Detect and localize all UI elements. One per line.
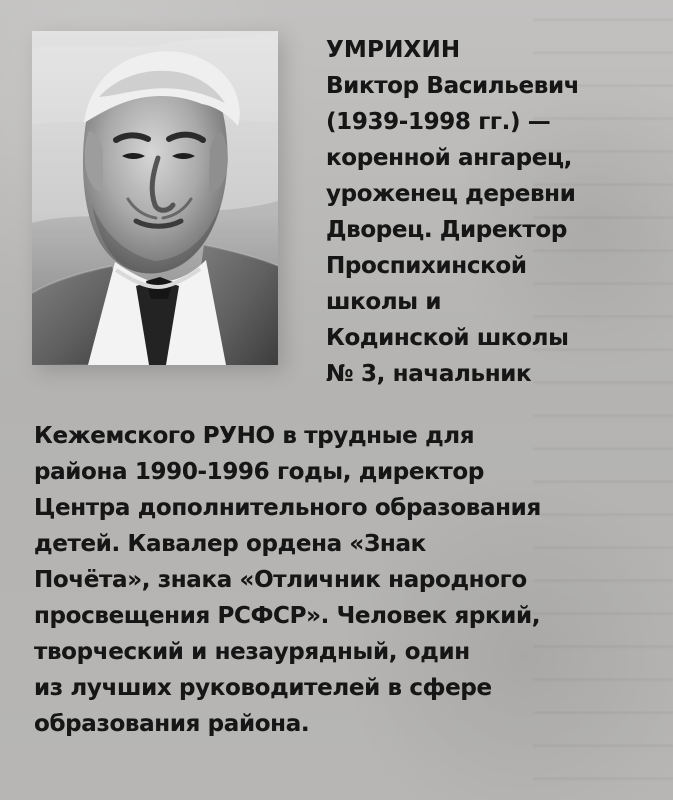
bio-line-1: Виктор Васильевич bbox=[326, 73, 580, 99]
bio-line-11: района 1990-1996 годы, директор bbox=[34, 459, 484, 485]
bio-line-3: коренной ангарец, bbox=[326, 145, 573, 171]
bio-line-16: творческий и незаурядный, один bbox=[34, 639, 470, 665]
bio-line-2: (1939-1998 гг.) — bbox=[326, 109, 551, 135]
bio-line-5: Дворец. Директор bbox=[326, 217, 567, 243]
bio-line-18: образования района. bbox=[34, 711, 310, 737]
biography-text bbox=[34, 0, 654, 800]
bio-line-13: детей. Кавалер ордена «Знак bbox=[34, 531, 426, 557]
bio-line-15: просвещения РСФСР». Человек яркий, bbox=[34, 603, 541, 629]
bio-line-17: из лучших руководителей в сфере bbox=[34, 675, 492, 701]
bio-line-4: уроженец деревни bbox=[326, 181, 576, 207]
bio-line-9: № 3, начальник bbox=[326, 361, 532, 387]
bio-line-14: Почёта», знака «Отличник народного bbox=[34, 567, 527, 593]
bio-line-6: Проспихинской bbox=[326, 253, 527, 279]
bio-line-8: Кодинской школы bbox=[326, 325, 569, 351]
bio-line-10: Кежемского РУНО в трудные для bbox=[34, 423, 475, 449]
bio-line-7: школы и bbox=[326, 289, 442, 315]
bio-line-12: Центра дополнительного образования bbox=[34, 495, 541, 521]
surname-heading: УМРИХИН bbox=[326, 37, 461, 63]
